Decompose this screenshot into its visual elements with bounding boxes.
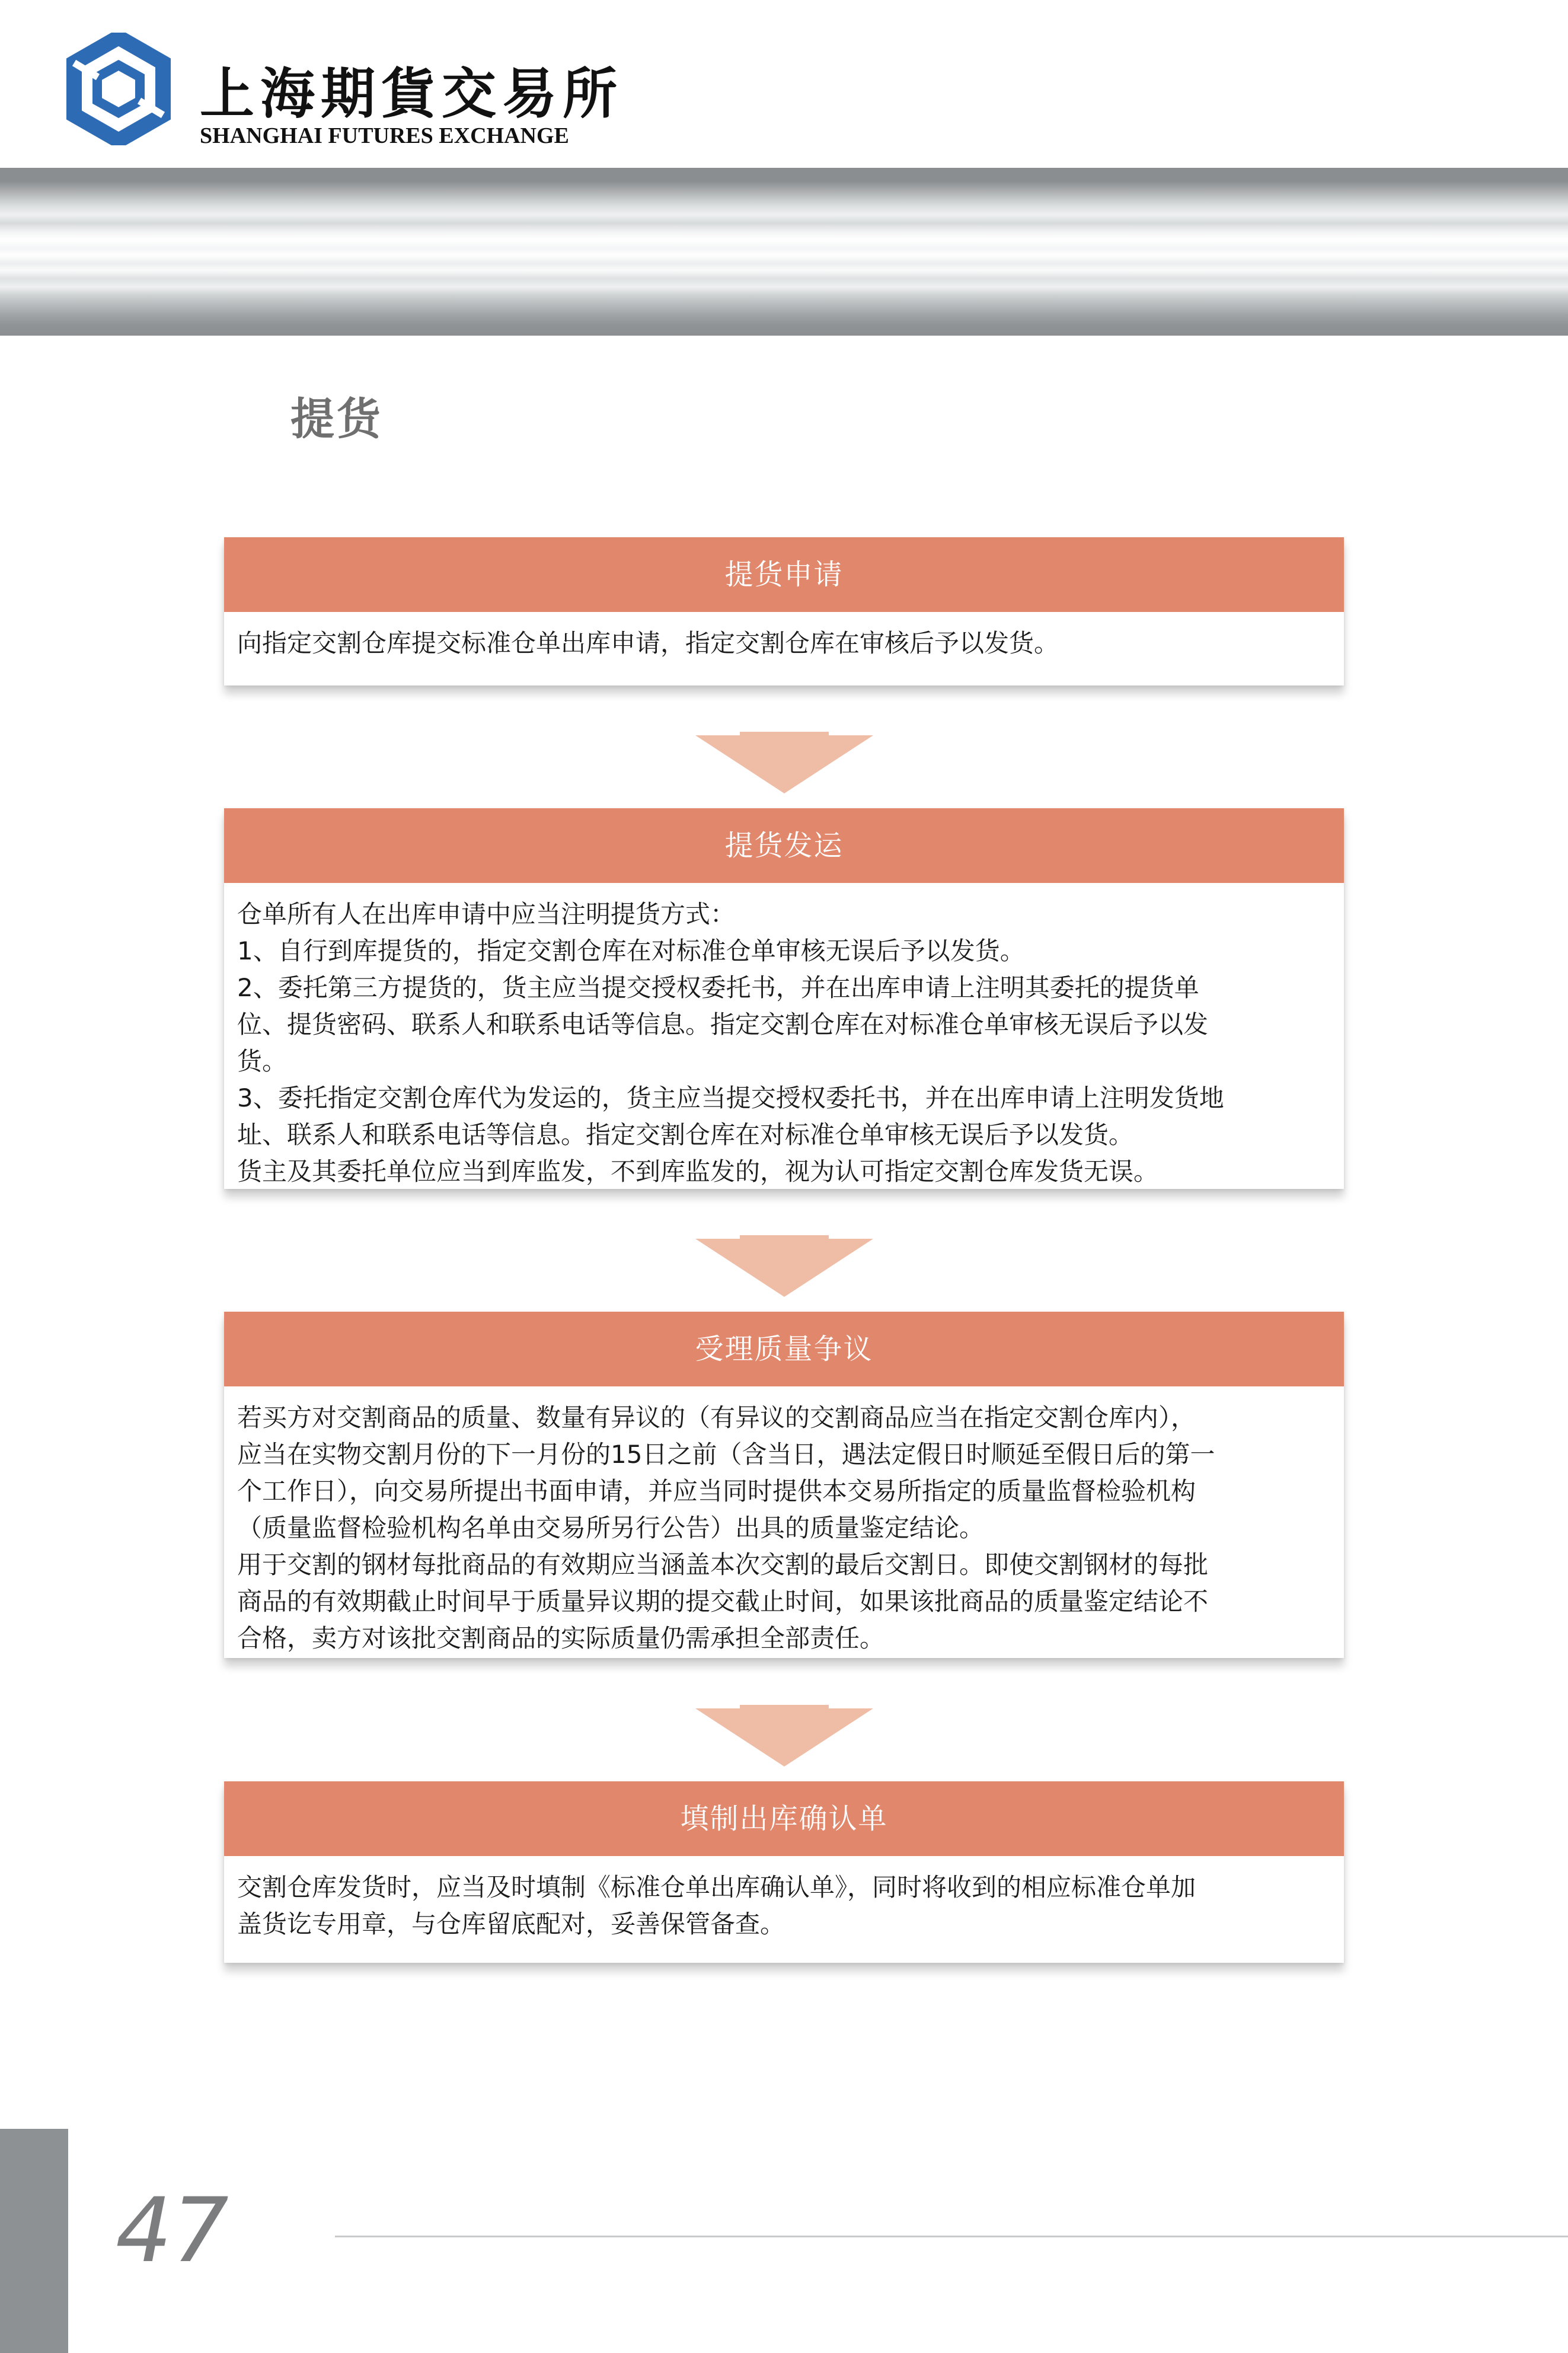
step-text-line: 若买方对交割商品的质量、数量有异议的（有异议的交割商品应当在指定交割仓库内），	[237, 1403, 1196, 1432]
step-card-3	[224, 1312, 1344, 1658]
step-title: 受理质量争议	[224, 1312, 1344, 1386]
step-text-line: 位、提货密码、联系人和联系电话等信息。指定交割仓库在对标准仓单审核无误后予以发	[237, 1010, 1209, 1039]
step-card-4	[224, 1781, 1344, 1963]
step-card-2	[224, 808, 1344, 1189]
step-body	[224, 883, 1344, 1190]
step-text-line: 货主及其委托单位应当到库监发，不到库监发的，视为认可指定交割仓库发货无误。	[237, 1157, 1159, 1186]
step-text-line: 址、联系人和联系电话等信息。指定交割仓库在对标准仓单审核无误后予以发货。	[237, 1120, 1134, 1149]
step-text-line: 交割仓库发货时，应当及时填制《标准仓单出库确认单》，同时将收到的相应标准仓单加	[237, 1873, 1196, 1902]
down-arrow-icon	[695, 1235, 873, 1297]
logo-english-name: SHANGHAI FUTURES EXCHANGE	[200, 123, 569, 148]
step-card-1	[224, 537, 1344, 686]
logo	[62, 33, 624, 148]
step-text-line: （质量监督检验机构名单由交易所另行公告）出具的质量鉴定结论。	[237, 1513, 985, 1542]
step-text-line: 货。	[237, 1047, 288, 1076]
step-text-line: 合格，卖方对该批交割商品的实际质量仍需承担全部责任。	[237, 1624, 885, 1653]
sfe-hexagon-logo-icon	[62, 33, 175, 145]
footer-side-bar	[0, 2129, 68, 2353]
step-body	[224, 1856, 1344, 1943]
step-text-line: 商品的有效期截止时间早于质量异议期的提交截止时间，如果该批商品的质量鉴定结论不	[237, 1587, 1209, 1616]
step-title: 提货发运	[224, 808, 1344, 883]
logo-chinese-name: 上海期貨交易所	[200, 62, 624, 126]
step-text-line: 1、自行到库提货的，指定交割仓库在对标准仓单审核无误后予以发货。	[237, 936, 1025, 965]
page-title: 提货	[290, 394, 383, 445]
header-banner	[0, 168, 1568, 336]
step-text-line: 向指定交割仓库提交标准仓单出库申请，指定交割仓库在审核后予以发货。	[237, 629, 1059, 658]
step-title: 填制出库确认单	[224, 1781, 1344, 1856]
step-text-line: 仓单所有人在出库申请中应当注明提货方式：	[237, 900, 736, 929]
step-text-line: 3、委托指定交割仓库代为发运的，货主应当提交授权委托书，并在出库申请上注明发货地	[237, 1083, 1224, 1112]
page-number: 47	[116, 2179, 229, 2282]
step-body	[224, 1386, 1344, 1657]
step-text-line: 用于交割的钢材每批商品的有效期应当涵盖本次交割的最后交割日。即使交割钢材的每批	[237, 1550, 1209, 1579]
step-text-line: 2、委托第三方提货的，货主应当提交授权委托书，并在出库申请上注明其委托的提货单	[237, 973, 1199, 1002]
step-body	[224, 612, 1344, 662]
down-arrow-icon	[695, 1705, 873, 1767]
down-arrow-icon	[695, 732, 873, 793]
step-text-line: 应当在实物交割月份的下一月份的15日之前（含当日，遇法定假日时顺延至假日后的第一	[237, 1440, 1215, 1469]
step-title: 提货申请	[224, 537, 1344, 612]
step-text-line: 个工作日），向交易所提出书面申请，并应当同时提供本交易所指定的质量监督检验机构	[237, 1477, 1196, 1506]
footer-divider	[335, 2236, 1568, 2237]
step-text-line: 盖货讫专用章，与仓库留底配对，妥善保管备查。	[237, 1909, 785, 1938]
